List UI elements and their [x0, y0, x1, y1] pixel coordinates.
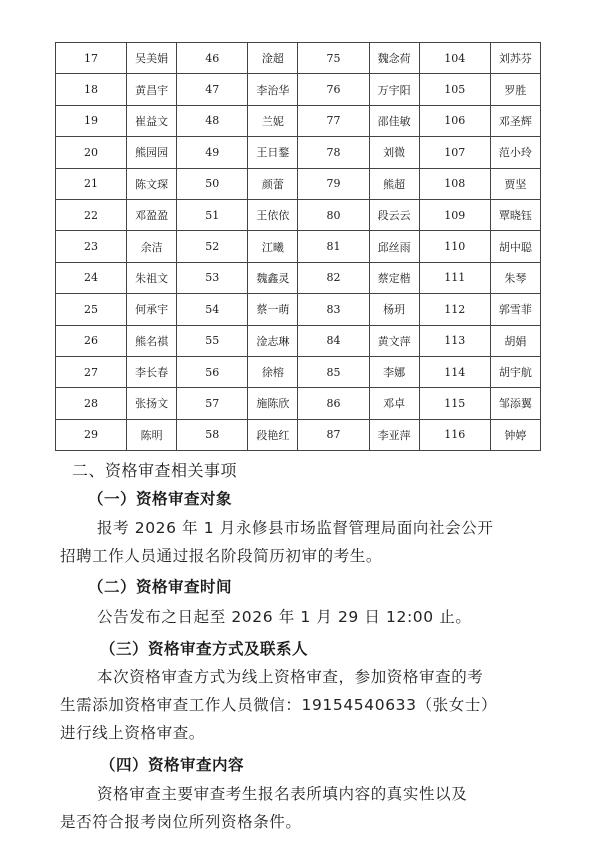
- paragraph-2: [60, 603, 540, 631]
- table-cell-name: 邹添翼: [490, 388, 540, 419]
- table-cell-number: 85: [298, 356, 369, 387]
- table-cell-number: 87: [298, 419, 369, 450]
- table-cell-name: 李治华: [248, 74, 298, 105]
- section-heading: 二、资格审查相关事项: [72, 461, 238, 480]
- paragraph-line: 报考 2026 年 1 月永修县市场监督管理局面向社会公开: [97, 519, 494, 537]
- table-cell-name: 何承宇: [127, 294, 177, 325]
- table-cell-number: 21: [56, 168, 127, 199]
- table-cell-number: 75: [298, 43, 369, 74]
- table-cell-number: 28: [56, 388, 127, 419]
- table-row: [56, 199, 541, 230]
- table-cell-number: 113: [419, 325, 490, 356]
- sub-heading-3: （三）资格审查方式及联系人: [100, 640, 309, 658]
- table-row: [56, 137, 541, 168]
- table-cell-name: 蔡定楷: [369, 262, 419, 293]
- table-cell-number: 52: [177, 231, 248, 262]
- table-cell-number: 56: [177, 356, 248, 387]
- table-cell-name: 邱丝雨: [369, 231, 419, 262]
- table-cell-name: 李娜: [369, 356, 419, 387]
- table-cell-number: 53: [177, 262, 248, 293]
- table-cell-number: 114: [419, 356, 490, 387]
- table-cell-number: 81: [298, 231, 369, 262]
- table-cell-number: 111: [419, 262, 490, 293]
- table-cell-name: 黄昌宇: [127, 74, 177, 105]
- table-cell-number: 17: [56, 43, 127, 74]
- table-cell-number: 22: [56, 199, 127, 230]
- table-cell-name: 施陈欣: [248, 388, 298, 419]
- table-cell-number: 25: [56, 294, 127, 325]
- table-cell-number: 80: [298, 199, 369, 230]
- sub-heading-1: （一）资格审查对象: [88, 490, 233, 508]
- table-cell-number: 107: [419, 137, 490, 168]
- table-cell-name: 魏鑫灵: [248, 262, 298, 293]
- sub-heading-4: （四）资格审查内容: [100, 756, 245, 774]
- paragraph-line: 招聘工作人员通过报名阶段简历初审的考生。: [60, 547, 383, 565]
- table-row: [56, 262, 541, 293]
- table-cell-number: 49: [177, 137, 248, 168]
- table-cell-number: 110: [419, 231, 490, 262]
- paragraph-line: 公告发布之日起至 2026 年 1 月 29 日 12:00 止。: [97, 608, 472, 626]
- table-cell-name: 罗胜: [490, 74, 540, 105]
- table-cell-number: 27: [56, 356, 127, 387]
- table-cell-name: 朱祖文: [127, 262, 177, 293]
- table-cell-number: 29: [56, 419, 127, 450]
- table-cell-name: 蔡一萌: [248, 294, 298, 325]
- table-cell-number: 78: [298, 137, 369, 168]
- table-row: [56, 231, 541, 262]
- table-cell-number: 106: [419, 105, 490, 136]
- table-cell-number: 79: [298, 168, 369, 199]
- table-cell-name: 吴美娟: [127, 43, 177, 74]
- table-row: [56, 388, 541, 419]
- paragraph-3: [60, 663, 540, 747]
- table-cell-number: 24: [56, 262, 127, 293]
- table-cell-name: 邓卓: [369, 388, 419, 419]
- table-cell-number: 115: [419, 388, 490, 419]
- table-cell-name: 郭雪菲: [490, 294, 540, 325]
- roster-body: [56, 43, 541, 451]
- table-row: [56, 105, 541, 136]
- table-cell-name: 朱琴: [490, 262, 540, 293]
- table-row: [56, 294, 541, 325]
- table-cell-number: 84: [298, 325, 369, 356]
- table-cell-number: 82: [298, 262, 369, 293]
- paragraph-4: [60, 780, 540, 836]
- table-cell-name: 陈明: [127, 419, 177, 450]
- paragraph-line: 进行线上资格审查。: [60, 724, 205, 742]
- table-cell-name: 邓圣辉: [490, 105, 540, 136]
- table-cell-name: 钟婷: [490, 419, 540, 450]
- table-cell-number: 77: [298, 105, 369, 136]
- table-row: [56, 356, 541, 387]
- table-cell-number: 51: [177, 199, 248, 230]
- table-cell-name: 江曦: [248, 231, 298, 262]
- table-cell-name: 熊名祺: [127, 325, 177, 356]
- table-cell-number: 76: [298, 74, 369, 105]
- table-cell-number: 54: [177, 294, 248, 325]
- table-cell-name: 徐榕: [248, 356, 298, 387]
- table-cell-number: 58: [177, 419, 248, 450]
- table-row: [56, 74, 541, 105]
- table-cell-name: 李亚萍: [369, 419, 419, 450]
- table-cell-number: 108: [419, 168, 490, 199]
- table-cell-name: 邵佳敏: [369, 105, 419, 136]
- table-cell-number: 47: [177, 74, 248, 105]
- table-cell-number: 55: [177, 325, 248, 356]
- table-cell-name: 李长春: [127, 356, 177, 387]
- table-cell-number: 105: [419, 74, 490, 105]
- table-cell-name: 淦志琳: [248, 325, 298, 356]
- table-cell-number: 57: [177, 388, 248, 419]
- table-cell-name: 兰妮: [248, 105, 298, 136]
- sub-heading-2: （二）资格审查时间: [88, 578, 233, 596]
- table-cell-number: 48: [177, 105, 248, 136]
- table-cell-name: 魏念荷: [369, 43, 419, 74]
- table-cell-number: 86: [298, 388, 369, 419]
- table-cell-name: 熊园园: [127, 137, 177, 168]
- table-cell-name: 熊超: [369, 168, 419, 199]
- table-cell-name: 崔益文: [127, 105, 177, 136]
- candidate-roster-table: [55, 42, 541, 451]
- table-cell-name: 余洁: [127, 231, 177, 262]
- table-cell-name: 王依依: [248, 199, 298, 230]
- table-cell-number: 18: [56, 74, 127, 105]
- table-cell-name: 胡娟: [490, 325, 540, 356]
- paragraph-line: 生需添加资格审查工作人员微信：19154540633（张女士）: [60, 696, 498, 714]
- table-cell-number: 116: [419, 419, 490, 450]
- table-cell-name: 段云云: [369, 199, 419, 230]
- table-cell-number: 50: [177, 168, 248, 199]
- table-row: [56, 168, 541, 199]
- table-cell-number: 19: [56, 105, 127, 136]
- table-cell-name: 段艳红: [248, 419, 298, 450]
- table-cell-number: 109: [419, 199, 490, 230]
- table-cell-name: 颜蕾: [248, 168, 298, 199]
- table-cell-name: 胡宇航: [490, 356, 540, 387]
- table-cell-name: 刘苏芬: [490, 43, 540, 74]
- paragraph-1: [60, 514, 540, 570]
- table-cell-number: 23: [56, 231, 127, 262]
- table-cell-name: 黄文萍: [369, 325, 419, 356]
- table-cell-number: 20: [56, 137, 127, 168]
- table-cell-name: 张扬文: [127, 388, 177, 419]
- table-cell-name: 邓盈盈: [127, 199, 177, 230]
- table-row: [56, 43, 541, 74]
- table-cell-name: 万宇阳: [369, 74, 419, 105]
- table-cell-number: 83: [298, 294, 369, 325]
- table-row: [56, 419, 541, 450]
- table-row: [56, 325, 541, 356]
- paragraph-line: 是否符合报考岗位所列资格条件。: [60, 813, 302, 831]
- table-cell-number: 46: [177, 43, 248, 74]
- paragraph-line: 本次资格审查方式为线上资格审查，参加资格审查的考: [97, 668, 484, 686]
- table-cell-number: 112: [419, 294, 490, 325]
- table-cell-name: 淦超: [248, 43, 298, 74]
- table-cell-name: 刘微: [369, 137, 419, 168]
- table-cell-name: 覃晓钰: [490, 199, 540, 230]
- table-cell-number: 26: [56, 325, 127, 356]
- table-cell-name: 范小玲: [490, 137, 540, 168]
- table-cell-number: 104: [419, 43, 490, 74]
- paragraph-line: 资格审查主要审查考生报名表所填内容的真实性以及: [97, 785, 468, 803]
- table-cell-name: 胡中聪: [490, 231, 540, 262]
- table-cell-name: 杨玥: [369, 294, 419, 325]
- table-cell-name: 贾坚: [490, 168, 540, 199]
- table-cell-name: 陈文琛: [127, 168, 177, 199]
- table-cell-name: 王日鍪: [248, 137, 298, 168]
